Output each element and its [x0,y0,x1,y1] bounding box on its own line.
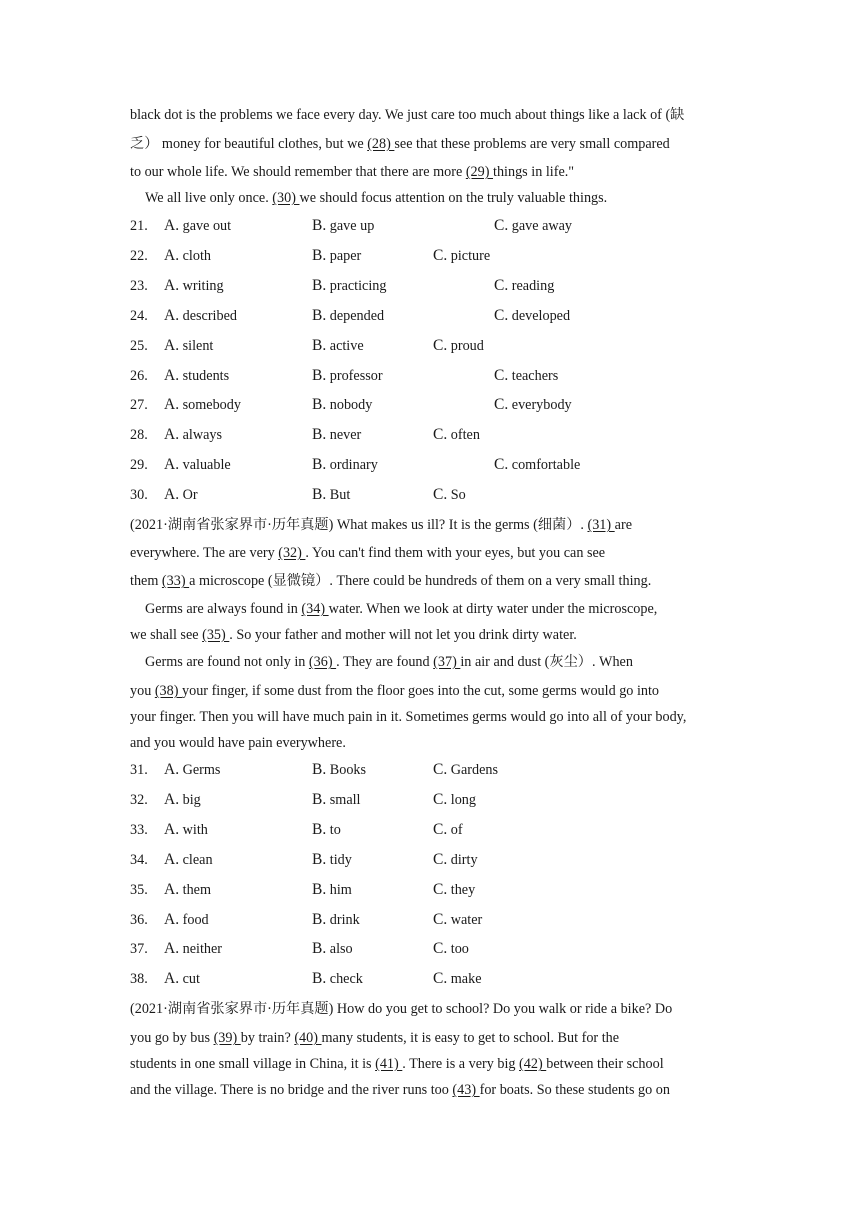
question-number: 36. [130,911,148,928]
option-a [164,880,211,900]
text-line [145,188,745,208]
text-segment: students in one small village in China, it is [130,1056,376,1072]
option-a [164,276,224,296]
text-segment: and you would have pain everywhere. [130,735,346,751]
option-text: big [182,791,201,808]
option-letter: C. [433,426,448,444]
text-segment: in air and dust (灰尘）. When [460,654,633,670]
question-number: 32. [130,791,148,808]
option-letter: C. [433,970,448,988]
option-letter: A. [164,306,180,324]
text-segment: (2021·湖南省张家界市·历年真题) How do you get to school? Do you walk or ride a bike? Do [130,1001,673,1017]
option-letter: C. [433,850,448,868]
option-a [164,246,211,266]
option-letter: C. [494,396,509,414]
option-text: to [329,821,341,838]
text-segment: everywhere. The are very [130,545,279,561]
option-text: Books [329,762,367,778]
option-b [312,425,361,445]
option-text: somebody [182,397,241,414]
text-segment: to our whole life. We should remember that there are more [130,164,466,180]
option-c [433,485,466,505]
blank-31: (31) [587,517,615,533]
option-letter: B. [312,336,327,354]
text-line [130,999,730,1019]
option-letter: B. [312,366,327,384]
option-text: reading [511,277,555,294]
text-line [130,625,730,645]
option-letter: C. [433,910,448,928]
text-segment: . There is a very big [402,1056,520,1072]
option-letter: C. [494,366,509,384]
option-text: neither [182,941,223,958]
option-text: Germs [182,762,221,778]
option-text: teachers [511,367,559,384]
question-number: 24. [130,307,148,324]
option-text: them [182,881,211,898]
option-c [494,216,572,236]
text-segment: your finger. Then you will have much pain in it. Sometimes germs would go into all of your body, [130,709,687,725]
option-text: So [450,487,466,504]
option-letter: A. [164,336,180,354]
option-text: clean [182,851,213,868]
blank-34: (34) [301,601,329,617]
option-a [164,306,237,326]
text-segment: Germs are always found in [145,601,302,617]
option-a [164,850,213,870]
text-line [130,162,730,182]
option-a [164,939,222,959]
text-segment: water. When we look at dirty water under the microscope, [328,601,658,617]
option-b [312,366,383,386]
question-number: 37. [130,941,148,958]
option-letter: B. [312,306,327,324]
option-letter: A. [164,970,180,988]
option-c [433,969,482,989]
option-text: practicing [329,277,387,294]
option-b [312,246,361,266]
option-text: proud [450,337,484,354]
option-c [433,336,484,356]
blank-41: (41) [375,1056,403,1072]
option-a [164,216,231,236]
option-letter: A. [164,486,180,504]
option-letter: B. [312,880,327,898]
question-number: 27. [130,397,148,414]
option-a [164,485,198,505]
option-c [494,276,554,296]
text-line [130,1028,730,1048]
option-text: water [450,911,483,928]
blank-40: (40) [294,1030,322,1046]
option-c [433,425,480,445]
blank-32: (32) [278,545,306,561]
option-text: cut [182,971,200,988]
option-text: check [329,971,363,988]
option-b [312,820,341,840]
option-c [433,880,475,900]
text-segment: a microscope (显微镜）. There could be hundreds of them on a very small thing. [189,573,652,589]
option-letter: A. [164,820,180,838]
option-text: picture [450,247,491,264]
blank-35: (35) [202,627,230,643]
option-c [433,760,498,780]
question-number: 38. [130,971,148,988]
option-b [312,880,352,900]
option-text: But [329,487,351,504]
blank-33: (33) [161,573,190,589]
option-letter: B. [312,761,327,778]
text-segment: see that these problems are very small compared [394,136,670,152]
question-number: 28. [130,427,148,444]
blank-38: (38) [154,683,183,699]
option-text: cloth [182,247,211,264]
option-text: Or [182,487,198,504]
option-letter: C. [433,336,448,354]
option-text: students [182,367,230,384]
option-letter: B. [312,910,327,928]
option-text: never [329,427,362,444]
option-text: tidy [329,851,352,868]
option-letter: C. [433,486,448,504]
text-segment: things in life." [493,164,575,180]
option-letter: C. [433,761,448,778]
option-b [312,306,384,326]
option-text: gave away [511,218,573,234]
option-letter: C. [494,456,509,474]
option-a [164,820,208,840]
option-letter: A. [164,396,180,414]
option-c [494,366,558,386]
option-c [494,395,572,415]
option-letter: B. [312,456,327,474]
option-c [433,910,482,930]
option-text: everybody [511,397,572,414]
option-b [312,910,360,930]
text-line [130,1054,730,1074]
text-line [145,599,745,619]
question-number: 21. [130,218,148,234]
question-number: 25. [130,337,148,354]
option-b [312,790,361,810]
option-b [312,939,353,959]
text-segment: . So your father and mother will not let you drink dirty water. [229,627,577,643]
text-segment: 乏） money for beautiful clothes, but we [130,136,368,152]
option-text: paper [329,247,362,264]
blank-30: (30) [272,190,300,206]
option-text: described [182,307,237,324]
option-letter: B. [312,820,327,838]
option-letter: B. [312,426,327,444]
option-text: silent [182,337,214,354]
text-segment: We all live only once. [145,190,273,206]
option-text: writing [182,277,224,294]
option-c [433,850,478,870]
option-letter: A. [164,217,180,234]
option-letter: A. [164,426,180,444]
text-segment: for boats. So these students go on [479,1082,670,1098]
option-c [494,455,580,475]
option-letter: C. [433,940,448,958]
option-letter: C. [433,246,448,264]
text-line [130,1080,730,1100]
option-c [494,306,570,326]
text-line [130,733,730,753]
question-number: 31. [130,762,148,778]
text-line [130,571,730,591]
option-text: developed [511,307,571,324]
option-letter: B. [312,486,327,504]
option-text: ordinary [329,457,378,474]
option-text: comfortable [511,457,581,474]
option-c [433,246,490,266]
option-text: they [450,881,476,898]
option-c [433,939,469,959]
text-segment: are [614,517,632,533]
text-line [145,652,745,672]
option-text: long [450,791,476,808]
option-letter: B. [312,940,327,958]
option-letter: C. [494,217,509,234]
blank-42: (42) [519,1056,547,1072]
text-line [130,134,730,154]
option-text: gave out [182,218,232,234]
option-letter: A. [164,790,180,808]
blank-36: (36) [308,654,337,670]
option-b [312,395,372,415]
option-text: depended [329,307,385,324]
question-number: 34. [130,851,148,868]
question-number: 35. [130,881,148,898]
text-segment: we should focus attention on the truly valuable things. [299,190,608,206]
option-a [164,760,220,780]
option-letter: B. [312,970,327,988]
option-text: nobody [329,397,373,414]
option-letter: C. [494,306,509,324]
option-text: Gardens [450,762,499,778]
text-segment: between their school [546,1056,664,1072]
option-letter: A. [164,880,180,898]
option-b [312,485,350,505]
option-b [312,336,364,356]
option-text: make [450,971,482,988]
blank-39: (39) [213,1030,241,1046]
question-number: 33. [130,821,148,838]
text-line [130,543,730,563]
option-text: gave up [329,218,375,234]
option-letter: A. [164,276,180,294]
option-letter: A. [164,366,180,384]
text-segment: black dot is the problems we face every day. We just care too much about things like a lack of (缺 [130,107,685,123]
text-segment: by train? [240,1030,295,1046]
option-a [164,455,231,475]
option-a [164,969,200,989]
blank-37: (37) [433,654,461,670]
option-text: food [182,911,209,928]
option-text: active [329,337,364,354]
option-letter: B. [312,276,327,294]
option-letter: A. [164,246,180,264]
text-segment: your finger, if some dust from the floor goes into the cut, some germs would go into [182,683,660,699]
text-segment: you [130,683,155,699]
question-number: 30. [130,487,148,504]
option-a [164,790,201,810]
question-number: 29. [130,457,148,474]
option-text: drink [329,911,360,928]
option-letter: C. [433,790,448,808]
option-a [164,366,229,386]
text-line [130,105,730,125]
question-number: 26. [130,367,148,384]
option-text: dirty [450,851,478,868]
text-segment: many students, it is easy to get to school. But for the [321,1030,620,1046]
option-letter: B. [312,396,327,414]
option-letter: A. [164,761,180,778]
option-letter: A. [164,940,180,958]
option-a [164,910,209,930]
option-b [312,216,374,236]
text-segment: . They are found [336,654,434,670]
text-segment: and the village. There is no bridge and the river runs too [130,1082,453,1098]
option-letter: C. [433,820,448,838]
blank-43: (43) [452,1082,480,1098]
blank-28: (28) [367,136,395,152]
option-a [164,425,222,445]
text-line [130,515,730,535]
option-text: small [329,791,361,808]
option-text: with [182,821,208,838]
option-letter: B. [312,790,327,808]
option-letter: C. [433,880,448,898]
option-letter: B. [312,850,327,868]
option-letter: A. [164,456,180,474]
option-a [164,395,241,415]
option-text: valuable [182,457,231,474]
question-number: 22. [130,247,148,264]
option-text: professor [329,367,383,384]
text-segment: Germs are found not only in [145,654,309,670]
option-text: also [329,941,353,958]
option-c [433,790,476,810]
option-letter: A. [164,850,180,868]
question-number: 23. [130,277,148,294]
option-c [433,820,463,840]
option-b [312,276,387,296]
text-segment: . You can't find them with your eyes, but you can see [305,545,606,561]
text-segment: them [130,573,162,589]
option-text: him [329,881,352,898]
option-letter: C. [494,276,509,294]
option-letter: A. [164,910,180,928]
text-line [130,707,730,727]
option-b [312,455,378,475]
text-segment: (2021·湖南省张家界市·历年真题) What makes us ill? It is the germs (细菌）. [130,517,588,533]
blank-29: (29) [465,164,494,180]
option-text: often [450,427,480,444]
option-text: always [182,427,223,444]
option-b [312,760,366,780]
option-text: of [450,821,463,838]
option-letter: B. [312,246,327,264]
text-segment: you go by bus [130,1030,214,1046]
option-letter: B. [312,217,327,234]
option-b [312,850,352,870]
text-line [130,681,730,701]
text-segment: we shall see [130,627,203,643]
option-text: too [450,941,469,958]
option-b [312,969,363,989]
option-a [164,336,213,356]
